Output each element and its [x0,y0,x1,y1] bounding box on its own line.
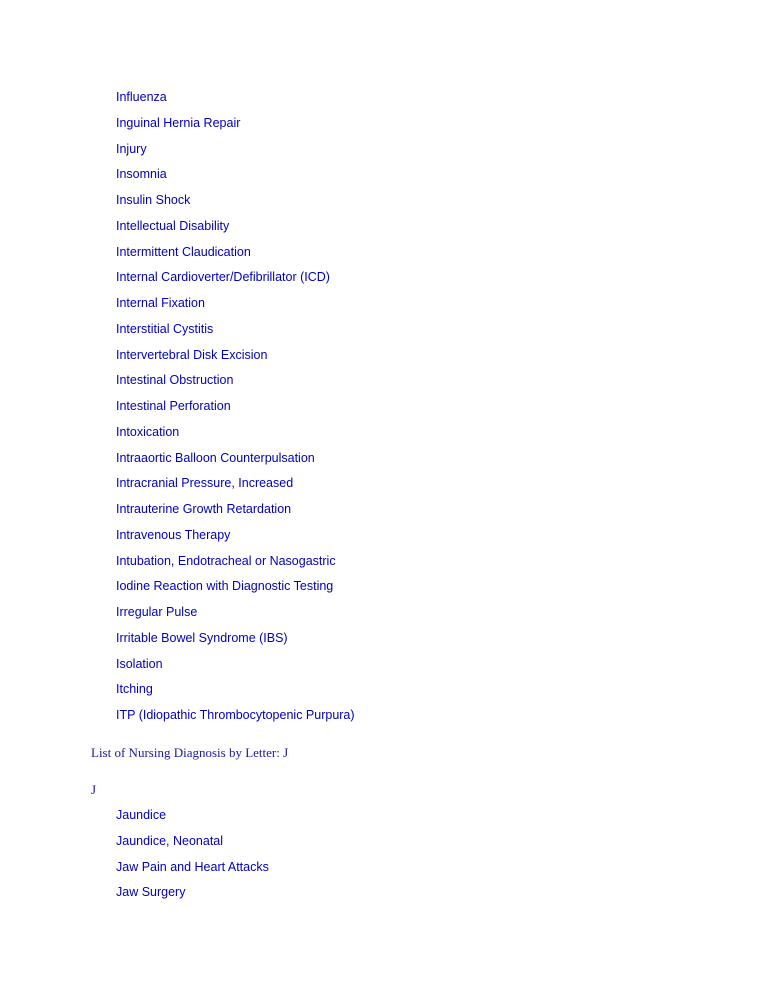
section-heading: List of Nursing Diagnosis by Letter: J [91,745,289,760]
diagnosis-link[interactable]: Jaundice [116,808,167,822]
diagnosis-link[interactable]: Intrauterine Growth Retardation [116,502,292,516]
diagnosis-link[interactable]: Jaundice, Neonatal [116,833,224,848]
diagnosis-link[interactable]: Jaw Pain and Heart Attacks [116,859,269,874]
diagnosis-link[interactable]: Intoxication [116,424,180,439]
diagnosis-list-i [116,85,355,729]
diagnosis-link[interactable]: Intubation, Endotracheal or Nasogastric [116,553,336,568]
diagnosis-link[interactable]: Intestinal Obstruction [116,373,234,388]
diagnosis-link[interactable]: Injury [116,141,147,156]
diagnosis-link[interactable]: Irritable Bowel Syndrome (IBS) [116,630,288,645]
diagnosis-link[interactable]: ITP (Idiopathic Thrombocytopenic Purpura) [116,708,355,722]
diagnosis-link[interactable]: Isolation [116,656,163,671]
diagnosis-link[interactable]: Iodine Reaction with Diagnostic Testing [116,579,334,594]
diagnosis-link[interactable]: Insomnia [116,167,167,182]
diagnosis-link[interactable]: Intervertebral Disk Excision [116,347,268,362]
diagnosis-link[interactable]: Itching [116,682,153,697]
letter-heading: J [91,782,97,797]
diagnosis-list-j [116,803,269,906]
diagnosis-link[interactable]: Inguinal Hernia Repair [116,115,241,130]
diagnosis-link[interactable]: Intracranial Pressure, Increased [116,476,294,491]
diagnosis-link[interactable]: Interstitial Cystitis [116,321,214,336]
diagnosis-link[interactable]: Insulin Shock [116,193,191,207]
diagnosis-link[interactable]: Internal Fixation [116,296,205,310]
diagnosis-link[interactable]: Intellectual Disability [116,218,230,233]
diagnosis-link[interactable]: Intestinal Perforation [116,399,231,413]
diagnosis-link[interactable]: Intermittent Claudication [116,244,251,259]
diagnosis-link[interactable]: Intravenous Therapy [116,527,231,542]
diagnosis-link[interactable]: Influenza [116,90,167,104]
diagnosis-link[interactable]: Jaw Surgery [116,885,186,900]
diagnosis-link[interactable]: Irregular Pulse [116,605,198,619]
diagnosis-link[interactable]: Internal Cardioverter/Defibrillator (ICD) [116,270,330,285]
diagnosis-link[interactable]: Intraaortic Balloon Counterpulsation [116,450,315,465]
